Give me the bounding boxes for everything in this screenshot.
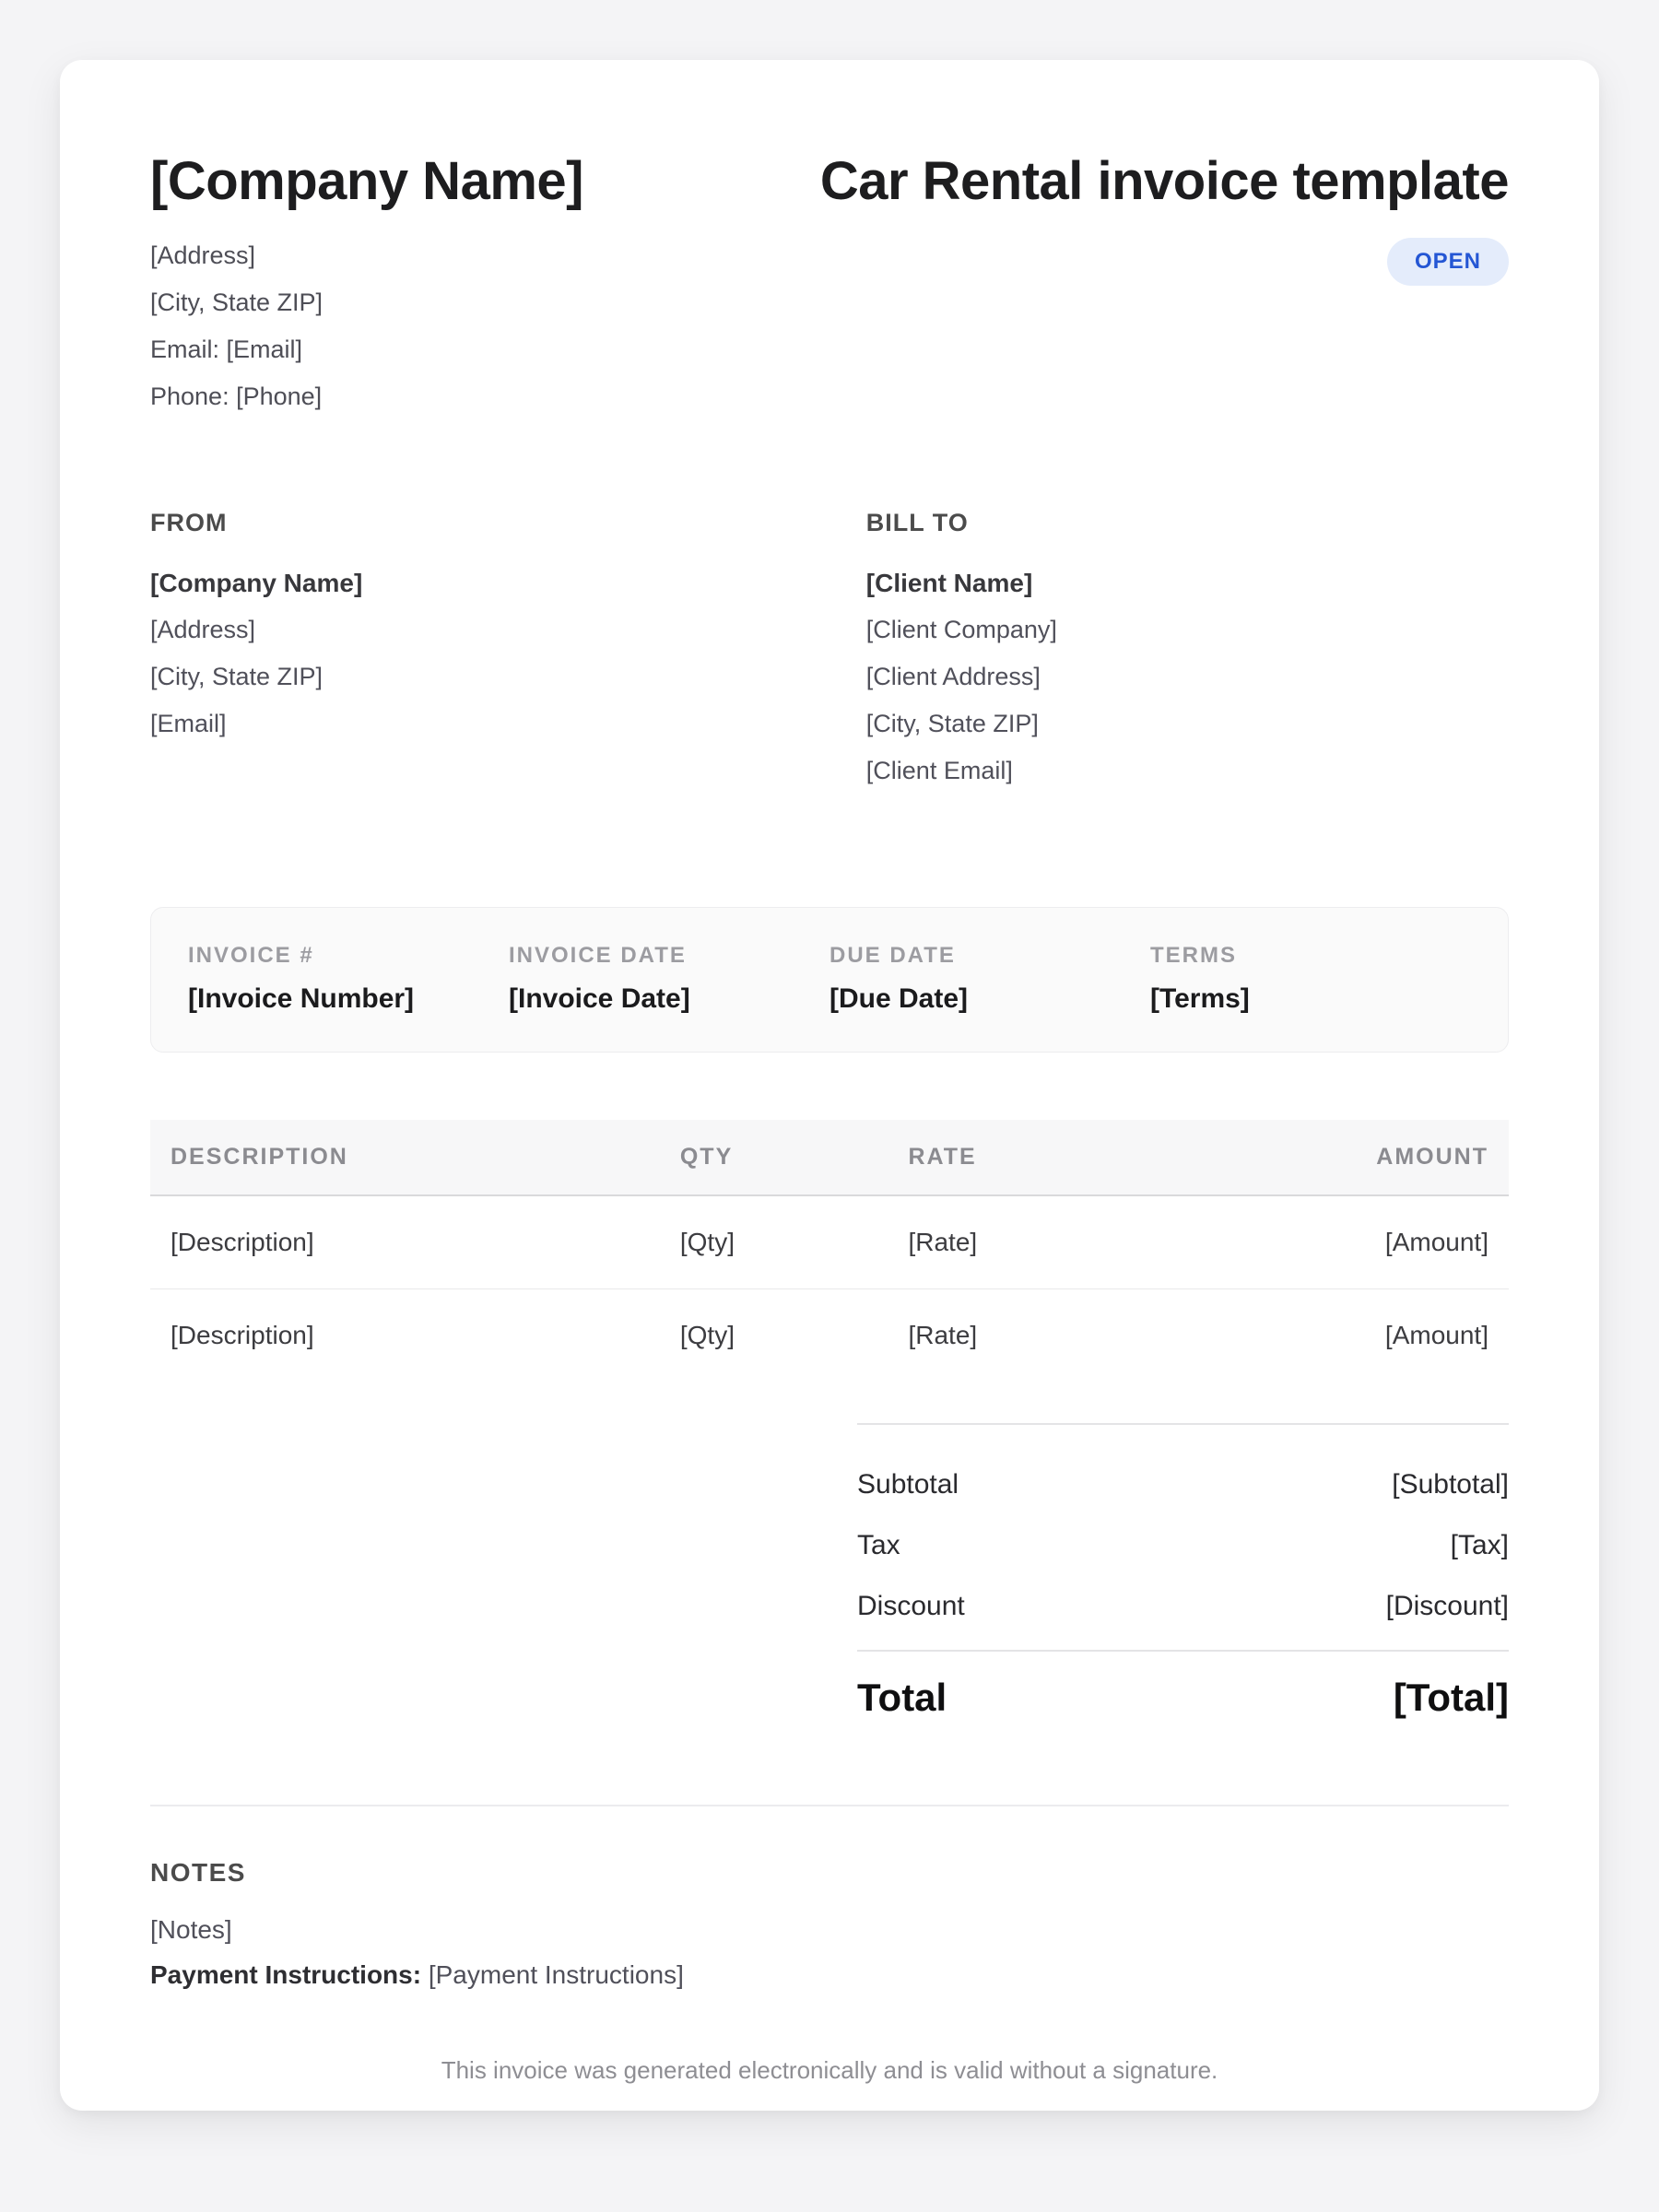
row-description: [Description] bbox=[171, 1321, 314, 1350]
tax-row bbox=[857, 1515, 1509, 1576]
from-city: [City, State ZIP] bbox=[150, 662, 324, 690]
invoice-card bbox=[60, 60, 1599, 2111]
company-address-line: [Address] bbox=[150, 241, 256, 269]
client-email: [Client Email] bbox=[865, 756, 1013, 784]
from-address: [Address] bbox=[150, 615, 256, 643]
payment-instructions-value: [Payment Instructions] bbox=[421, 1959, 684, 1989]
invoice-meta-box bbox=[150, 907, 1509, 1053]
bill-to-lines bbox=[866, 606, 1509, 794]
table-header-row bbox=[150, 1120, 1509, 1196]
title-block bbox=[819, 151, 1509, 286]
grand-total-row bbox=[857, 1676, 1509, 1720]
meta-terms bbox=[1150, 943, 1471, 1052]
row-qty: [Qty] bbox=[679, 1227, 735, 1256]
client-address: [Client Address] bbox=[865, 662, 1041, 690]
row-rate: [Rate] bbox=[908, 1321, 978, 1350]
company-header bbox=[150, 151, 583, 420]
parties-section bbox=[150, 509, 1509, 794]
notes-label: NOTES bbox=[150, 1857, 246, 1887]
bill-to-section bbox=[866, 509, 1509, 794]
payment-instructions-label: Payment Instructions: bbox=[150, 1959, 422, 1989]
meta-invoice-number bbox=[188, 943, 509, 1052]
meta-invoice-date bbox=[509, 943, 830, 1052]
from-section bbox=[150, 509, 866, 794]
header bbox=[150, 151, 1509, 420]
invoice-number-value: [Invoice Number] bbox=[188, 982, 415, 1014]
invoice-date-value: [Invoice Date] bbox=[509, 982, 690, 1014]
notes-body: [Notes] bbox=[150, 1914, 232, 1944]
terms-label: TERMS bbox=[1150, 942, 1237, 968]
tax-label: Tax bbox=[857, 1529, 900, 1560]
company-phone-line: Phone: [Phone] bbox=[150, 382, 323, 410]
company-city-line: [City, State ZIP] bbox=[150, 288, 324, 316]
discount-label: Discount bbox=[857, 1590, 965, 1621]
footer-note: This invoice was generated electronically and is valid without a signature. bbox=[441, 2055, 1218, 2084]
client-city: [City, State ZIP] bbox=[865, 709, 1039, 737]
from-label: FROM bbox=[150, 508, 228, 536]
bill-to-label: BILL TO bbox=[865, 508, 969, 536]
subtotal-row bbox=[857, 1454, 1509, 1515]
from-company-name: [Company Name] bbox=[150, 568, 363, 597]
header-rate: RATE bbox=[908, 1143, 977, 1170]
total-label: Total bbox=[857, 1675, 947, 1719]
header-qty: QTY bbox=[679, 1143, 734, 1170]
meta-due-date bbox=[830, 943, 1150, 1052]
totals-divider bbox=[857, 1650, 1509, 1652]
totals-section bbox=[857, 1423, 1509, 1720]
status-badge-open[interactable]: OPEN bbox=[1387, 238, 1509, 286]
company-email-line: Email: [Email] bbox=[150, 335, 303, 363]
row-description: [Description] bbox=[171, 1227, 314, 1256]
from-lines bbox=[150, 606, 866, 747]
invoice-number-label: INVOICE # bbox=[188, 942, 314, 968]
payment-instructions-line bbox=[150, 1952, 1509, 1997]
terms-value: [Terms] bbox=[1150, 982, 1250, 1014]
tax-value: [Tax] bbox=[1450, 1529, 1509, 1560]
row-rate: [Rate] bbox=[908, 1227, 978, 1256]
invoice-date-label: INVOICE DATE bbox=[509, 942, 687, 968]
due-date-label: DUE DATE bbox=[830, 942, 956, 968]
header-amount: AMOUNT bbox=[1376, 1143, 1488, 1170]
discount-row bbox=[857, 1576, 1509, 1637]
header-description: DESCRIPTION bbox=[171, 1143, 348, 1170]
line-items-table bbox=[150, 1120, 1509, 1382]
discount-value: [Discount] bbox=[1385, 1590, 1509, 1621]
page-title: Car Rental invoice template bbox=[819, 151, 1509, 211]
subtotal-label: Subtotal bbox=[857, 1468, 959, 1500]
from-email: [Email] bbox=[150, 709, 227, 737]
company-name-heading: [Company Name] bbox=[150, 151, 583, 211]
notes-divider bbox=[150, 1805, 1509, 1806]
row-amount: [Amount] bbox=[1384, 1321, 1488, 1350]
due-date-value: [Due Date] bbox=[830, 982, 969, 1014]
row-amount: [Amount] bbox=[1384, 1227, 1488, 1256]
total-value: [Total] bbox=[1393, 1675, 1509, 1719]
client-company: [Client Company] bbox=[865, 615, 1057, 643]
notes-section bbox=[150, 1858, 1509, 1997]
row-qty: [Qty] bbox=[679, 1321, 735, 1350]
company-contact-lines bbox=[150, 232, 583, 420]
subtotal-value: [Subtotal] bbox=[1392, 1468, 1509, 1500]
table-row bbox=[150, 1289, 1509, 1382]
table-row bbox=[150, 1196, 1509, 1289]
client-name: [Client Name] bbox=[865, 568, 1033, 597]
